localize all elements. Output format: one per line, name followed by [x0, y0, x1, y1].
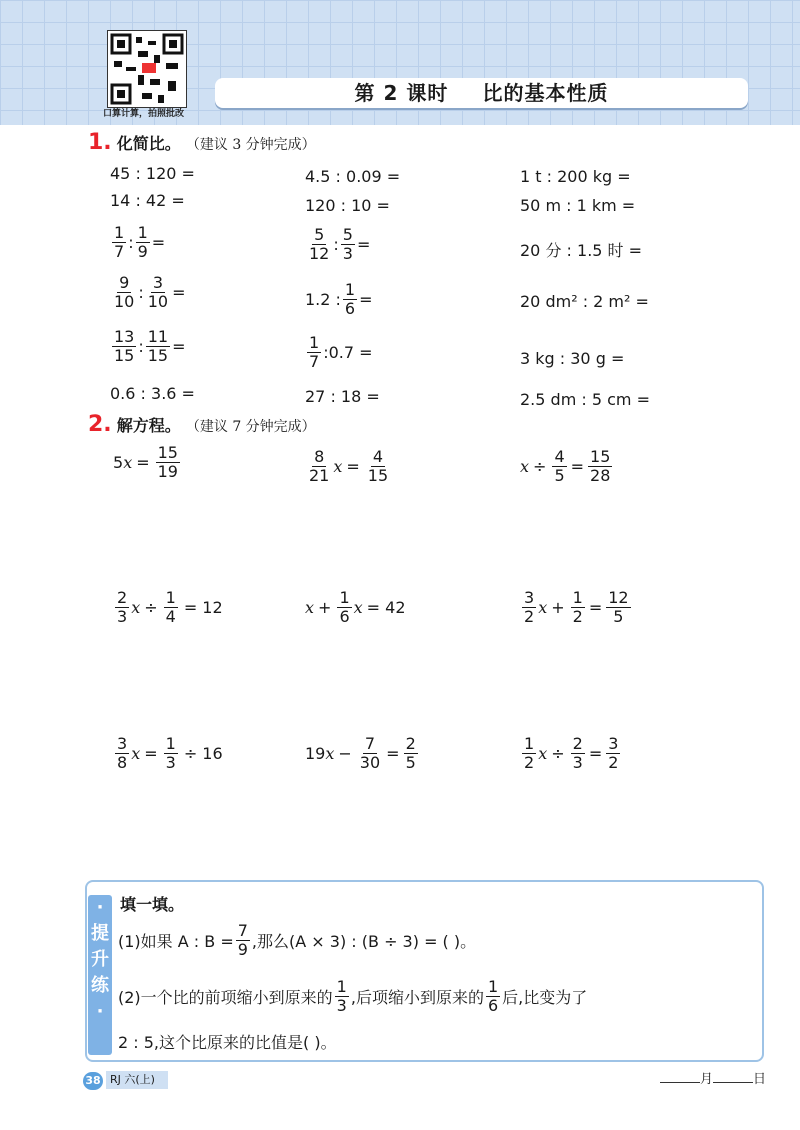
s1-problem: $\frac{13}{15}$ : $\frac{11}{15}$ =: [114, 327, 186, 365]
section-1-hint: （建议 3 分钟完成）: [185, 137, 316, 153]
section-1-title: 化简比。: [116, 134, 181, 153]
qr-code: [107, 30, 187, 108]
s2-equation: $\frac{3}{2}$ x + $\frac{1}{2}$ = $\frac{12}{5}$: [524, 588, 629, 626]
fraction: $\frac{2}{3}$: [117, 588, 128, 626]
fraction: $\frac{1}{7}$: [309, 333, 320, 371]
fraction: $\frac{1}{3}$: [165, 734, 176, 772]
s1-problem: $\frac{5}{12}$ : $\frac{5}{3}$ =: [309, 225, 371, 263]
grade-label: RJ 六(上): [106, 1071, 168, 1089]
s2-equation: $\frac{3}{8}$ x = $\frac{1}{3}$ ÷ 16: [117, 734, 223, 772]
fraction: $\frac{1}{2}$: [572, 588, 583, 626]
fraction: $\frac{7}{9}$: [237, 921, 248, 959]
s2-equation: $\frac{8}{21}$ x = $\frac{4}{15}$: [309, 447, 389, 485]
fraction: $\frac{13}{15}$: [114, 327, 135, 365]
practice-question-1: (1)如果 A : B = $\frac{7}{9}$ ,那么(A × 3) : (B ÷ 3) = ( )。: [118, 921, 477, 959]
section-1-number: 1.: [88, 130, 112, 155]
practice-title: 填一填。: [120, 895, 185, 914]
lesson-number: 第 2 课时: [354, 81, 449, 105]
fraction: $\frac{1}{6}$: [487, 977, 499, 1015]
s1-problem: 45 : 120 =: [110, 164, 195, 183]
fraction: $\frac{4}{5}$: [554, 447, 565, 485]
day-blank[interactable]: [713, 1082, 753, 1083]
s1-problem: $\frac{1}{7}$ : $\frac{1}{9}$ =: [114, 223, 166, 261]
fraction: $\frac{3}{8}$: [117, 734, 128, 772]
s2-equation: x ÷ $\frac{4}{5}$ = $\frac{15}{28}$: [520, 447, 611, 485]
s1-problem: 120 : 10 =: [305, 196, 390, 215]
s2-equation: 19 x − $\frac{7}{30}$ = $\frac{2}{5}$: [305, 734, 416, 772]
fraction: $\frac{3}{10}$: [147, 273, 169, 311]
s1-problem: $\frac{9}{10}$ : $\frac{3}{10}$ =: [114, 273, 186, 311]
fraction: $\frac{7}{30}$: [359, 734, 381, 772]
fraction: $\frac{1}{7}$: [114, 223, 125, 261]
fraction: $\frac{4}{15}$: [367, 447, 389, 485]
s2-equation: $\frac{2}{3}$ x ÷ $\frac{1}{4}$ = 12: [117, 588, 223, 626]
fraction: $\frac{1}{4}$: [165, 588, 176, 626]
lesson-title-bar: [215, 78, 748, 108]
s1-problem: 27 : 18 =: [305, 387, 380, 406]
fraction: $\frac{1}{6}$: [339, 588, 350, 626]
fraction: $\frac{3}{2}$: [608, 734, 619, 772]
fraction: $\frac{3}{2}$: [524, 588, 535, 626]
practice-side-label: · 提 升 练 ·: [88, 895, 112, 1055]
fraction: $\frac{1}{6}$: [344, 280, 356, 318]
month-blank[interactable]: [660, 1082, 700, 1083]
section-2-hint: （建议 7 分钟完成）: [185, 419, 316, 435]
qr-caption: 口算计算，拍照批改: [103, 109, 185, 119]
s2-equation: x + $\frac{1}{6}$ x = 42: [305, 588, 406, 626]
s1-problem: $\frac{1}{7}$ : 0.7 =: [309, 333, 373, 371]
s1-problem: 20 分 : 1.5 时 =: [520, 241, 643, 260]
s1-problem: 14 : 42 =: [110, 191, 185, 210]
s1-problem: 3 kg : 30 g =: [520, 349, 625, 368]
s1-problem: 50 m : 1 km =: [520, 196, 636, 215]
s1-problem: 20 dm² : 2 m² =: [520, 292, 649, 311]
s2-equation: $\frac{1}{2}$ x ÷ $\frac{2}{3}$ = $\frac{3}{2}$: [524, 734, 619, 772]
fraction: $\frac{15}{19}$: [157, 443, 178, 481]
fraction: $\frac{5}{3}$: [342, 225, 353, 263]
section-2-number: 2.: [88, 412, 112, 437]
date-field: 月 日: [660, 1068, 766, 1087]
fraction: $\frac{2}{5}$: [405, 734, 416, 772]
fraction: $\frac{2}{3}$: [572, 734, 583, 772]
s1-problem: 0.6 : 3.6 =: [110, 384, 195, 403]
s1-problem: 1.2 : $\frac{1}{6}$ =: [305, 280, 373, 318]
s1-problem: 2.5 dm : 5 cm =: [520, 390, 650, 409]
practice-question-2: (2)一个比的前项缩小到原来的 $\frac{1}{3}$ ,后项缩小到原来的 $\frac{1}{6}$ 后,比变为了: [118, 977, 588, 1015]
fraction: $\frac{12}{5}$: [608, 588, 629, 626]
section-1-heading: [88, 130, 316, 155]
fraction: $\frac{1}{2}$: [524, 734, 535, 772]
page-number: 38: [83, 1072, 103, 1090]
practice-question-2-cont: 2 : 5,这个比原来的比值是( )。: [118, 1033, 337, 1052]
fraction: $\frac{8}{21}$: [309, 447, 330, 485]
fraction: $\frac{1}{3}$: [336, 977, 347, 1015]
fraction: $\frac{9}{10}$: [114, 273, 135, 311]
fraction: $\frac{11}{15}$: [147, 327, 169, 365]
s1-problem: 4.5 : 0.09 =: [305, 167, 401, 186]
section-2-heading: [88, 412, 316, 437]
lesson-topic: 比的基本性质: [482, 81, 609, 105]
fraction: $\frac{5}{12}$: [309, 225, 330, 263]
s2-equation: 5 x = $\frac{15}{19}$: [113, 443, 178, 481]
s1-problem: 1 t : 200 kg =: [520, 167, 631, 186]
qr-code-pattern: [108, 31, 186, 107]
fraction: $\frac{1}{9}$: [137, 223, 148, 261]
section-2-title: 解方程。: [116, 416, 181, 435]
fraction: $\frac{15}{28}$: [590, 447, 611, 485]
